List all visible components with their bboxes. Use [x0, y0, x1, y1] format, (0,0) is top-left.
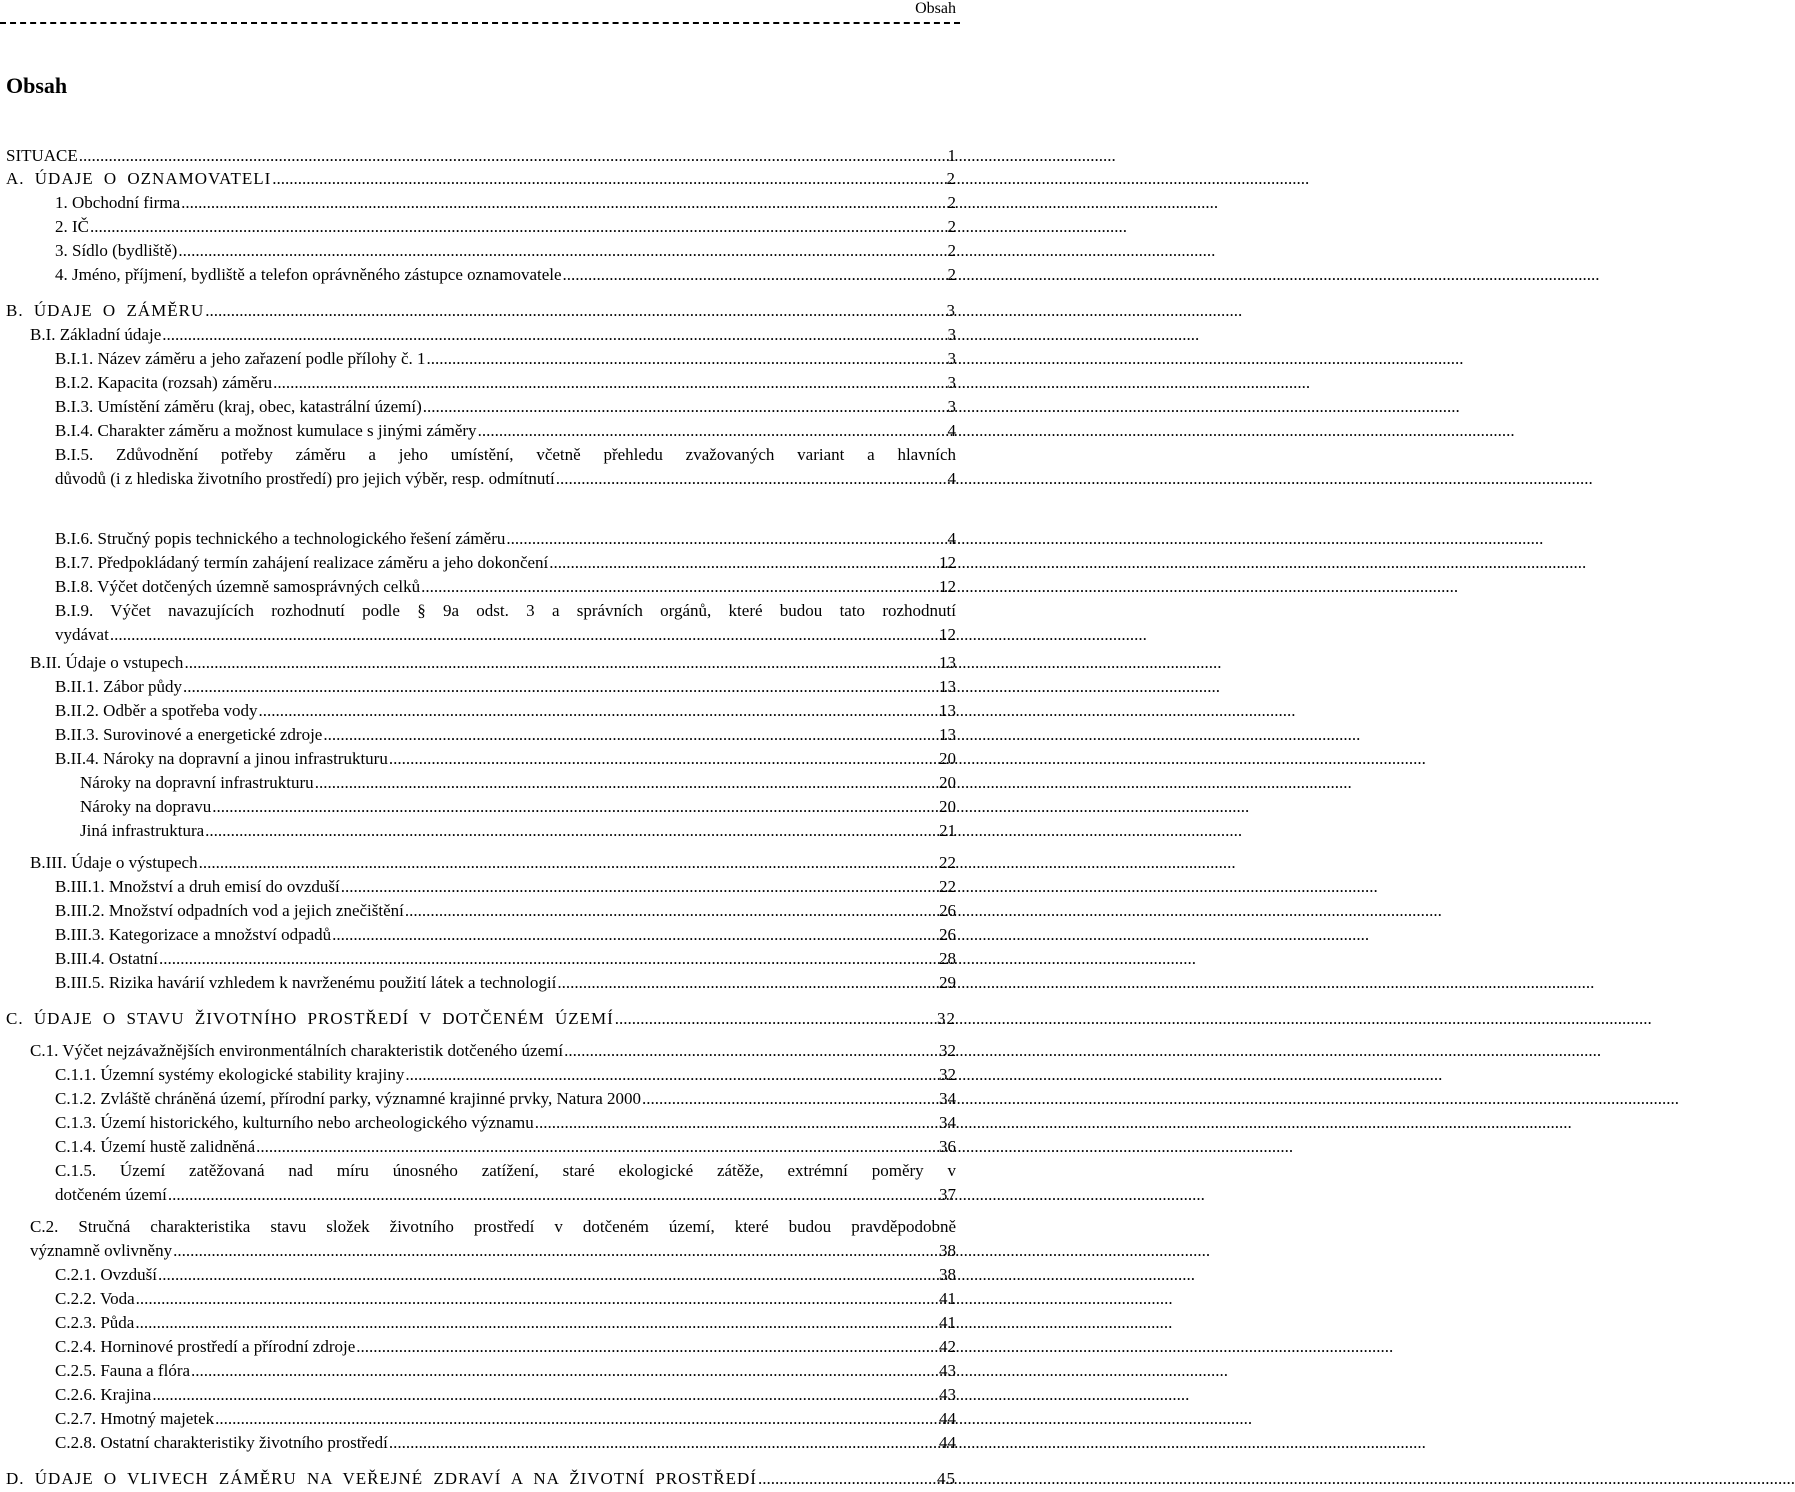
toc-page-number: 3 [947, 349, 956, 368]
header-title: Obsah [915, 0, 956, 17]
toc-entry[interactable] [30, 324, 956, 346]
toc-page-number: 29 [939, 973, 956, 992]
dot-leader [421, 576, 938, 598]
toc-entry[interactable] [55, 948, 956, 970]
dot-leader [205, 300, 945, 322]
toc-entry-title: B.III.4. Ostatní [55, 949, 158, 968]
toc-entry-title: C.1.1. Územní systémy ekologické stability krajiny [55, 1065, 405, 1084]
toc-entry[interactable] [55, 900, 956, 922]
toc-entry-title: C.1.3. Území historického, kulturního nebo archeologického významu [55, 1113, 534, 1132]
toc-entry[interactable] [55, 924, 956, 946]
toc-page-number: 26 [939, 925, 956, 944]
toc-entry-title: B.II.3. Surovinové a energetické zdroje [55, 725, 323, 744]
toc-entry[interactable] [55, 1112, 956, 1134]
toc-entry[interactable] [55, 624, 956, 646]
toc-entry-title: B.III.5. Rizika havárií vzhledem k navrženému použití látek a technologií [55, 973, 557, 992]
toc-entry-title: B.I.4. Charakter záměru a možnost kumulace s jinými záměry [55, 421, 477, 440]
dot-leader [563, 264, 947, 286]
dot-leader [158, 1264, 938, 1286]
toc-page-number: 32 [939, 1065, 956, 1084]
toc-page-number: 12 [939, 553, 956, 572]
dot-leader [549, 552, 938, 574]
toc-entry-title: Jiná infrastruktura [80, 821, 205, 840]
toc-entry[interactable] [55, 748, 956, 770]
toc-entry-title: C.2.1. Ovzduší [55, 1265, 157, 1284]
toc-entry[interactable] [55, 1384, 956, 1406]
dot-leader [136, 1288, 938, 1310]
dot-leader [405, 900, 938, 922]
toc-page-number: 26 [939, 901, 956, 920]
toc-entry-title: B.III.2. Množství odpadních vod a jejich znečištění [55, 901, 404, 920]
toc-entry[interactable] [55, 468, 956, 490]
toc-entry[interactable] [30, 852, 956, 874]
toc-entry-title: B.I.6. Stručný popis technického a technologického řešení záměru [55, 529, 506, 548]
dot-leader [256, 1136, 938, 1158]
toc-page-number: 32 [939, 1041, 956, 1060]
toc-entry[interactable] [30, 652, 956, 674]
dot-leader [389, 748, 938, 770]
toc-page-number: 3 [946, 301, 956, 320]
toc-page-number: 4 [947, 469, 956, 488]
toc-page-number: 20 [939, 773, 956, 792]
toc-entry-title: C.1.4. Území hustě zalidněná [55, 1137, 256, 1156]
dot-leader [556, 468, 947, 490]
toc-entry[interactable] [6, 1008, 956, 1030]
toc-entry[interactable] [55, 372, 956, 394]
toc-entry-title: B.II. Údaje o vstupech [30, 653, 184, 672]
toc-entry[interactable] [55, 240, 956, 262]
dot-leader [152, 1384, 938, 1406]
toc-entry-title: významně ovlivněny [30, 1241, 173, 1260]
toc-entry-title: 4. Jméno, příjmení, bydliště a telefon oprávněného zástupce oznamovatele [55, 265, 562, 284]
dot-leader [557, 972, 938, 994]
toc-page-number: 3 [947, 373, 956, 392]
toc-page-number: 38 [939, 1265, 956, 1284]
toc-entry[interactable] [55, 1064, 956, 1086]
toc-page-number: 2 [947, 241, 956, 260]
toc-entry-title: SITUACE [6, 146, 78, 165]
toc-entry[interactable] [55, 528, 956, 550]
toc-entry[interactable] [55, 1184, 956, 1206]
dot-leader [273, 372, 946, 394]
toc-page-number: 43 [939, 1385, 956, 1404]
dot-leader [205, 820, 938, 842]
toc-page-number: 13 [939, 725, 956, 744]
dot-leader [341, 876, 938, 898]
toc-entry-title: B.II.2. Odběr a spotřeba vody [55, 701, 258, 720]
toc-page-number: 2 [947, 217, 956, 236]
toc-page-number: 3 [947, 325, 956, 344]
toc-page-number: 20 [939, 749, 956, 768]
toc-entry-title: 1. Obchodní firma [55, 193, 181, 212]
toc-page-number: 12 [939, 577, 956, 596]
dot-leader [162, 324, 946, 346]
toc-entry-line: C.2. Stručná charakteristika stavu složek životního prostředí v dotčeném území, které budou pravděpodobně [30, 1217, 956, 1236]
toc-entry-title: C.2.8. Ostatní charakteristiky životního prostředí [55, 1433, 388, 1452]
toc-entry[interactable] [30, 1040, 956, 1062]
toc-page-number: 44 [939, 1409, 956, 1428]
dot-leader [173, 1240, 938, 1262]
toc-entry-title: C.2.5. Fauna a flóra [55, 1361, 191, 1380]
toc-entry[interactable] [6, 145, 956, 167]
toc-page-number: 41 [939, 1289, 956, 1308]
toc-entry-title: Nároky na dopravu [80, 797, 212, 816]
toc-entry-line: C.1.5. Území zatěžovaná nad míru únosného zatížení, staré ekologické zátěže, extrémní poměry v [55, 1161, 956, 1180]
dot-leader [183, 676, 938, 698]
dot-leader [758, 1468, 936, 1490]
dot-leader [212, 796, 938, 818]
toc-entry[interactable] [55, 192, 956, 214]
toc-entry-title: 2. IČ [55, 217, 89, 236]
dot-leader [405, 1064, 938, 1086]
dot-leader [135, 1312, 938, 1334]
dot-leader [535, 1112, 938, 1134]
toc-entry-title: B.II.1. Zábor půdy [55, 677, 183, 696]
toc-entry[interactable] [55, 1336, 956, 1358]
dot-leader [478, 420, 947, 442]
toc-entry[interactable] [30, 1240, 956, 1262]
toc-page-number: 2 [947, 193, 956, 212]
toc-entry[interactable] [55, 972, 956, 994]
dot-leader [506, 528, 946, 550]
toc-page-number: 12 [939, 625, 956, 644]
dot-leader [564, 1040, 938, 1062]
toc-entry-title: C.2.3. Půda [55, 1313, 135, 1332]
toc-entry[interactable] [55, 216, 956, 238]
dot-leader [323, 724, 938, 746]
dot-leader [332, 924, 938, 946]
toc-entry[interactable] [55, 396, 956, 418]
toc-page-number: 2 [946, 169, 956, 188]
toc-entry-line: B.I.5. Zdůvodnění potřeby záměru a jeho umístění, včetně přehledu zvažovaných variant a hlavních [55, 445, 956, 464]
toc-entry[interactable] [80, 772, 956, 794]
toc-entry-title: C. ÚDAJE O STAVU ŽIVOTNÍHO PROSTŘEDÍ V DOTČENÉM ÚZEMÍ [6, 1009, 614, 1028]
toc-page-number: 4 [947, 421, 956, 440]
toc-page-number: 4 [947, 529, 956, 548]
dot-leader [90, 216, 947, 238]
toc-entry-title: C.2.7. Hmotný majetek [55, 1409, 215, 1428]
dot-leader [110, 624, 938, 646]
toc-page-number: 45 [937, 1469, 956, 1488]
dot-leader [356, 1336, 938, 1358]
toc-page-number: 13 [939, 653, 956, 672]
toc-page-number: 42 [939, 1337, 956, 1356]
toc-page-number: 28 [939, 949, 956, 968]
dot-leader [259, 700, 938, 722]
toc-entry-title: B.I.2. Kapacita (rozsah) záměru [55, 373, 273, 392]
dot-leader [191, 1360, 938, 1382]
toc-entry[interactable] [55, 1264, 956, 1286]
toc-page-number: 13 [939, 677, 956, 696]
toc-page-number: 36 [939, 1137, 956, 1156]
toc-page-number: 20 [939, 797, 956, 816]
dot-leader [615, 1008, 936, 1030]
toc-entry[interactable] [55, 552, 956, 574]
toc-entry-title: B.I.7. Předpokládaný termín zahájení realizace záměru a jeho dokončení [55, 553, 549, 572]
toc-entry-title: 3. Sídlo (bydliště) [55, 241, 178, 260]
dot-leader [178, 240, 946, 262]
dot-leader [215, 1408, 938, 1430]
toc-entry[interactable] [55, 264, 956, 286]
toc-entry-title: B.I.8. Výčet dotčených územně samosprávných celků [55, 577, 421, 596]
toc-entry-title: C.2.2. Voda [55, 1289, 135, 1308]
toc-entry[interactable] [80, 796, 956, 818]
toc-entry[interactable] [55, 1360, 956, 1382]
toc-entry-title: A. ÚDAJE O OZNAMOVATELI [6, 169, 272, 188]
toc-entry[interactable] [55, 1408, 956, 1430]
toc-entry-title: C.2.4. Horninové prostředí a přírodní zdroje [55, 1337, 356, 1356]
toc-entry[interactable] [55, 1288, 956, 1310]
dot-leader [423, 396, 947, 418]
toc-entry-title: D. ÚDAJE O VLIVECH ZÁMĚRU NA VEŘEJNÉ ZDRAVÍ A NA ŽIVOTNÍ PROSTŘEDÍ [6, 1469, 757, 1488]
toc-entry-title: B.III.1. Množství a druh emisí do ovzduší [55, 877, 340, 896]
toc-entry-title: B.III. Údaje o výstupech [30, 853, 198, 872]
toc-entry[interactable] [55, 420, 956, 442]
toc-entry[interactable] [6, 168, 956, 190]
toc-entry-title: B.I.3. Umístění záměru (kraj, obec, katastrální území) [55, 397, 422, 416]
page-title: Obsah [6, 73, 68, 98]
toc-page-number: 34 [939, 1089, 956, 1108]
toc-page-number: 43 [939, 1361, 956, 1380]
dot-leader [315, 772, 938, 794]
dot-leader [427, 348, 947, 370]
toc-entry-title: C.2.6. Krajina [55, 1385, 152, 1404]
toc-entry-title: B. ÚDAJE O ZÁMĚRU [6, 301, 205, 320]
dot-leader [79, 145, 947, 167]
toc-page-number: 13 [939, 701, 956, 720]
toc-entry[interactable] [6, 300, 956, 322]
toc-entry-title: B.I. Základní údaje [30, 325, 162, 344]
page-header [0, 0, 960, 24]
dot-leader [159, 948, 938, 970]
toc-page-number: 44 [939, 1433, 956, 1452]
dot-leader [272, 168, 945, 190]
toc-entry[interactable] [55, 724, 956, 746]
toc-page-number: 2 [947, 265, 956, 284]
toc-entry-title: dotčeném území [55, 1185, 167, 1204]
toc-entry[interactable] [55, 1088, 956, 1110]
toc-entry-title: vydávat [55, 625, 109, 644]
toc-page-number: 38 [939, 1241, 956, 1260]
toc-entry[interactable] [55, 348, 956, 370]
toc-entry-line: B.I.9. Výčet navazujících rozhodnutí podle § 9a odst. 3 a správních orgánů, které budou tato rozhodnutí [55, 601, 956, 620]
toc-entry[interactable] [55, 876, 956, 898]
dot-leader [181, 192, 946, 214]
dot-leader [199, 852, 938, 874]
toc-entry[interactable] [55, 700, 956, 722]
toc-page-number: 34 [939, 1113, 956, 1132]
dot-leader [642, 1088, 938, 1110]
toc-entry-title: důvodů (i z hlediska životního prostředí) pro jejich výběr, resp. odmítnutí [55, 469, 555, 488]
toc-page-number: 37 [939, 1185, 956, 1204]
toc-entry[interactable] [6, 1468, 956, 1490]
toc-page-number: 21 [939, 821, 956, 840]
toc-entry-title: Nároky na dopravní infrastrukturu [80, 773, 314, 792]
toc-entry-title: B.I.1. Název záměru a jeho zařazení podle přílohy č. 1 [55, 349, 426, 368]
toc-entry[interactable] [55, 576, 956, 598]
toc-entry-title: C.1.2. Zvláště chráněná území, přírodní parky, významné krajinné prvky, Natura 2000 [55, 1089, 641, 1108]
dot-leader [389, 1432, 938, 1454]
toc-entry-title: C.1. Výčet nejzávažnějších environmentálních charakteristik dotčeného území [30, 1041, 564, 1060]
toc-entry[interactable] [55, 1312, 956, 1334]
toc-entry[interactable] [80, 820, 956, 842]
toc-entry[interactable] [55, 1136, 956, 1158]
toc-entry[interactable] [55, 1432, 956, 1454]
dot-leader [168, 1184, 938, 1206]
toc-entry[interactable] [55, 676, 956, 698]
toc-page-number: 32 [937, 1009, 956, 1028]
toc-page-number: 22 [939, 853, 956, 872]
toc-page-number: 1 [947, 146, 956, 165]
toc-entry-title: B.III.3. Kategorizace a množství odpadů [55, 925, 332, 944]
toc-page-number: 3 [947, 397, 956, 416]
dot-leader [184, 652, 938, 674]
toc-page-number: 41 [939, 1313, 956, 1332]
toc-page-number: 22 [939, 877, 956, 896]
toc-entry-title: B.II.4. Nároky na dopravní a jinou infrastrukturu [55, 749, 388, 768]
